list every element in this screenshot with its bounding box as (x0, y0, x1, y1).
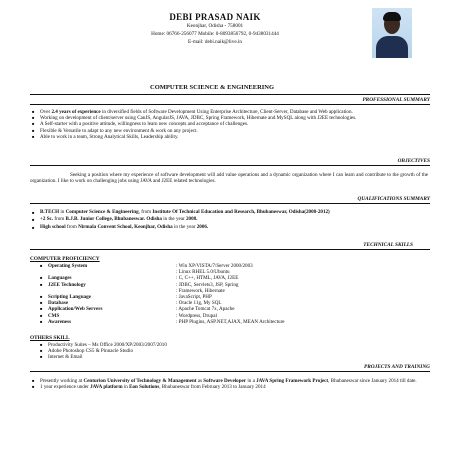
section-computer-proficiency: COMPUTER PROFICIENCY (30, 256, 100, 262)
list-item: ■ 1 year experience under JAVA platform in Eon Solutions, Bhubaneswar from February 2013 to January 2014 (32, 384, 428, 390)
list-item: ■ Flexible & Versatile to adapt to any new environment & work on any project. (32, 128, 428, 134)
list-item: ■ Internet & Email (40, 354, 436, 360)
other-skills-list (40, 342, 436, 361)
candidate-name: DEBI PRASAD NAIK (169, 12, 261, 22)
list-item: ■ Working on development of client/server using CanJS, AngularJS, JAVA, JDBC, Spring Framework, Hibernate and MySQL along with J2EE technologies. (32, 115, 428, 121)
list-item: ■ High school from Nirmala Convent School, Keonjhar, Odisha in the year 2006. (32, 224, 428, 231)
section-other-skills: OTHERS SKILL (30, 335, 70, 341)
section-technical-skills: TECHNICAL SKILLS (363, 242, 413, 248)
table-row: ■ Operating System : Win XP/VISTA/7/Server 2000/2003 (40, 263, 400, 269)
table-row: ■ CMS : Wordpress, Drupal (40, 313, 400, 319)
branch-title: COMPUTER SCIENCE & ENGINEERING (150, 84, 275, 91)
table-row: ■ Awareness : PHP Plugins, ASP.NET,AJAX, MEAN Architecture (40, 319, 400, 325)
list-item: ■ Productivity Suites – Ms Office 2000/XP/2003/2007/2010 (40, 342, 436, 348)
projects-list (32, 378, 428, 390)
list-item: ■ Adobe Photoshop CS5 & Pinnacle Studio (40, 348, 436, 354)
proficiency-table (40, 263, 400, 325)
section-qualifications: QUALIFICATIONS SUMMARY (357, 196, 430, 202)
table-row: ■ Languages : C, C++, HTML, JAVA, J2EE (40, 275, 400, 281)
table-row: ■ Scripting Language : JavaScript, PHP (40, 294, 400, 300)
summary-list (32, 109, 428, 140)
address: Keonjhar, Odisha - 758001 (186, 23, 244, 29)
table-row: : Linux RHEL 5.0/Ubuntu (176, 269, 230, 276)
list-item: ■ Presently working at Centurion University of Technology & Management as Software Developer in a JAVA Spring Framework Project, Bhubaneswar since January 2014 till date. (32, 378, 428, 384)
list-item: ■ +2 Sc. from B.J.B. Junior College, Bhubaneswar. Odisha in the year 2008. (32, 216, 428, 223)
profile-photo (372, 8, 412, 58)
list-item: ■ Able to work in a team, Strong Analytical Skills, Leadership ability. (32, 134, 428, 140)
section-professional-summary: PROFESSIONAL SUMMARY (362, 97, 430, 103)
resume-header (90, 12, 340, 46)
divider (30, 104, 430, 105)
qualifications-list (32, 209, 428, 231)
contact-numbers: Home: 06766-256077 Mobile: 0-8093856792, 0-9438031444 (151, 31, 279, 37)
table-row: ■ Application/Web Servers : Apache Tomcat 7x, Apache (40, 306, 400, 312)
table-row: ■ J2EE Technology : JDBC, Servlets3, JSP, Spring (40, 282, 400, 288)
list-item: ■ B.TECH in Computer Science & Engineering, from Institute Of Technical Education and Research, Bhubaneswar, Odisha(2008-2012) (32, 209, 428, 216)
table-row: : Framework, Hibernate (176, 287, 225, 294)
section-objectives: OBJECTIVES (397, 158, 430, 164)
list-item: ■ Over 2.4 years of experience in diversified fields of Software Development Using Enterprise Architecture, Client-Server, Database and Web application. (32, 109, 428, 115)
divider (30, 249, 430, 250)
objective-text: Seeking a position where my experience of software development will add value operations and a dynamic organization where I can learn and contribute to the growth of the organization. I like to work on challenging jobs using JAVA and J2EE related technologies. (30, 172, 428, 185)
section-projects-training: PROJECTS AND TRAINING (363, 364, 430, 370)
divider (30, 94, 430, 95)
table-row: ■ Database : Oracle 11g, My SQL (40, 300, 400, 306)
divider (30, 165, 430, 166)
divider (30, 203, 430, 204)
divider (30, 371, 430, 372)
email: E-mail: debi.naik@live.in (188, 39, 242, 45)
list-item: ■ A Self-starter with a positive attitude, willingness to learn new concepts and acceptance of challenges. (32, 121, 428, 127)
